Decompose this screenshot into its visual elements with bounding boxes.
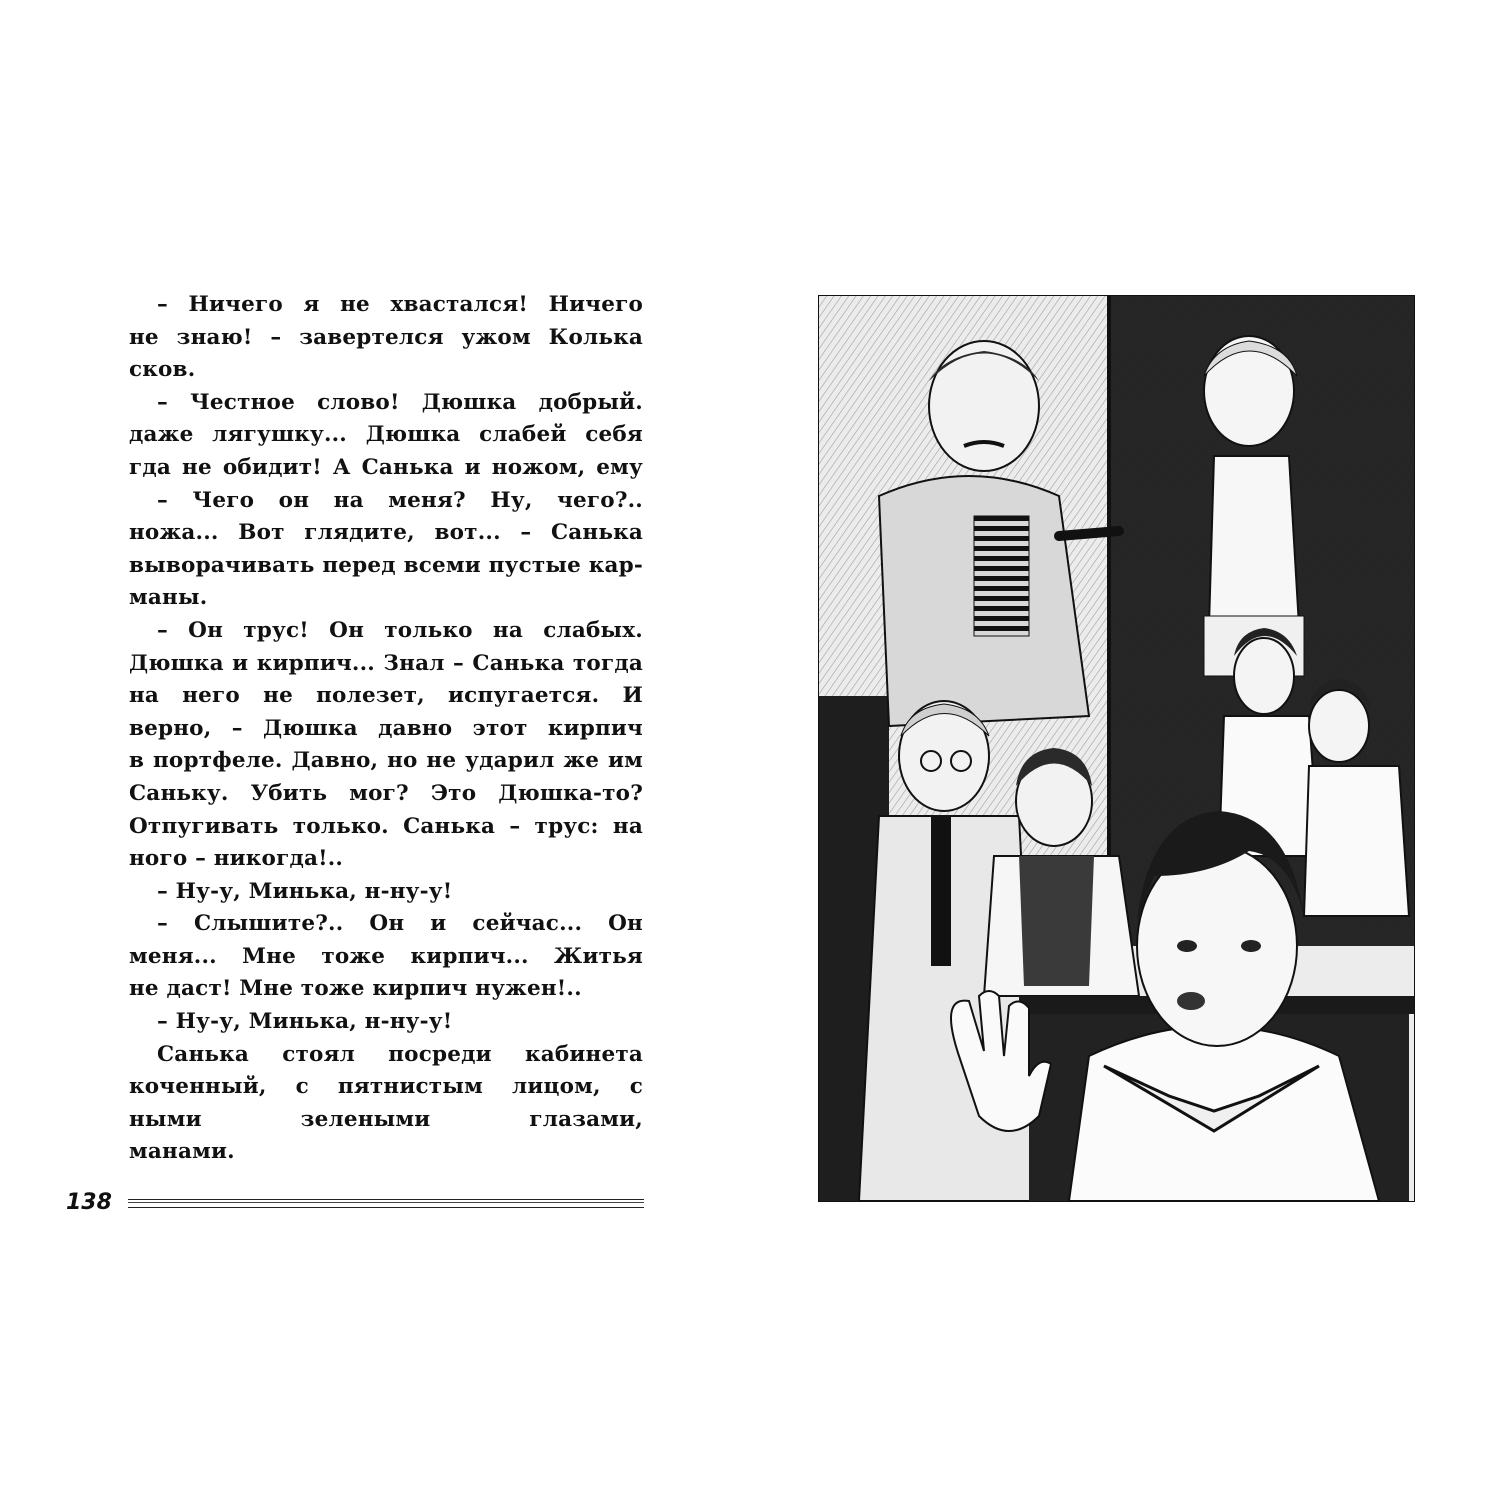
text-line: ножа... Вот глядите, вот... – Санька	[129, 520, 643, 546]
text-line: гда не обидит! А Санька и ножом, ему	[129, 454, 643, 480]
text-line: меня... Мне тоже кирпич... Житья	[129, 943, 643, 969]
text-line: – Слышите?.. Он и сейчас... Он	[157, 911, 643, 937]
boy-at-board-figure	[1204, 336, 1304, 676]
text-line: коченный, с пятнистым лицом, с	[129, 1074, 643, 1100]
text-line: Отпугивать только. Санька – трус: на	[129, 813, 643, 839]
text-line: сков.	[129, 357, 196, 383]
page-number: 138	[66, 1190, 112, 1215]
text-line: ного – никогда!..	[129, 846, 344, 872]
text-line: – Он трус! Он только на слабых.	[157, 617, 643, 643]
text-line: не знаю! – завертелся ужом Колька	[129, 324, 643, 350]
text-line: на него не полезет, испугается. И	[129, 683, 643, 709]
text-line: ными зелеными глазами,	[129, 1106, 643, 1132]
illustration	[818, 295, 1415, 1202]
text-line: не даст! Мне тоже кирпич нужен!..	[129, 976, 582, 1002]
text-line: манами.	[129, 1139, 235, 1165]
page-footer	[66, 1188, 646, 1222]
text-line: выворачивать перед всеми пустые кар-	[129, 552, 643, 578]
text-line: в портфеле. Давно, но не ударил же им	[129, 748, 643, 774]
text-line: даже лягушку... Дюшка слабей себя	[129, 422, 643, 448]
text-line: – Ну-у, Минька, н-ну-у!	[157, 1009, 453, 1035]
text-line: – Ничего я не хвастался! Ничего	[157, 292, 643, 317]
text-line: – Ну-у, Минька, н-ну-у!	[157, 878, 453, 904]
text-line: верно, – Дюшка давно этот кирпич	[129, 715, 643, 741]
text-line: Дюшка и кирпич... Знал – Санька тогда	[129, 650, 643, 676]
text-line: Саньку. Убить мог? Это Дюшка-то?	[129, 780, 643, 806]
body-text	[129, 289, 643, 1169]
text-line: – Чего он на меня? Ну, чего?..	[157, 487, 643, 513]
text-line: – Честное слово! Дюшка добрый.	[157, 389, 643, 415]
illustration-drawing	[819, 296, 1414, 1201]
footer-rule	[128, 1199, 644, 1208]
text-line: маны.	[129, 585, 208, 611]
text-line: Санька стоял посреди кабинета	[157, 1041, 643, 1067]
